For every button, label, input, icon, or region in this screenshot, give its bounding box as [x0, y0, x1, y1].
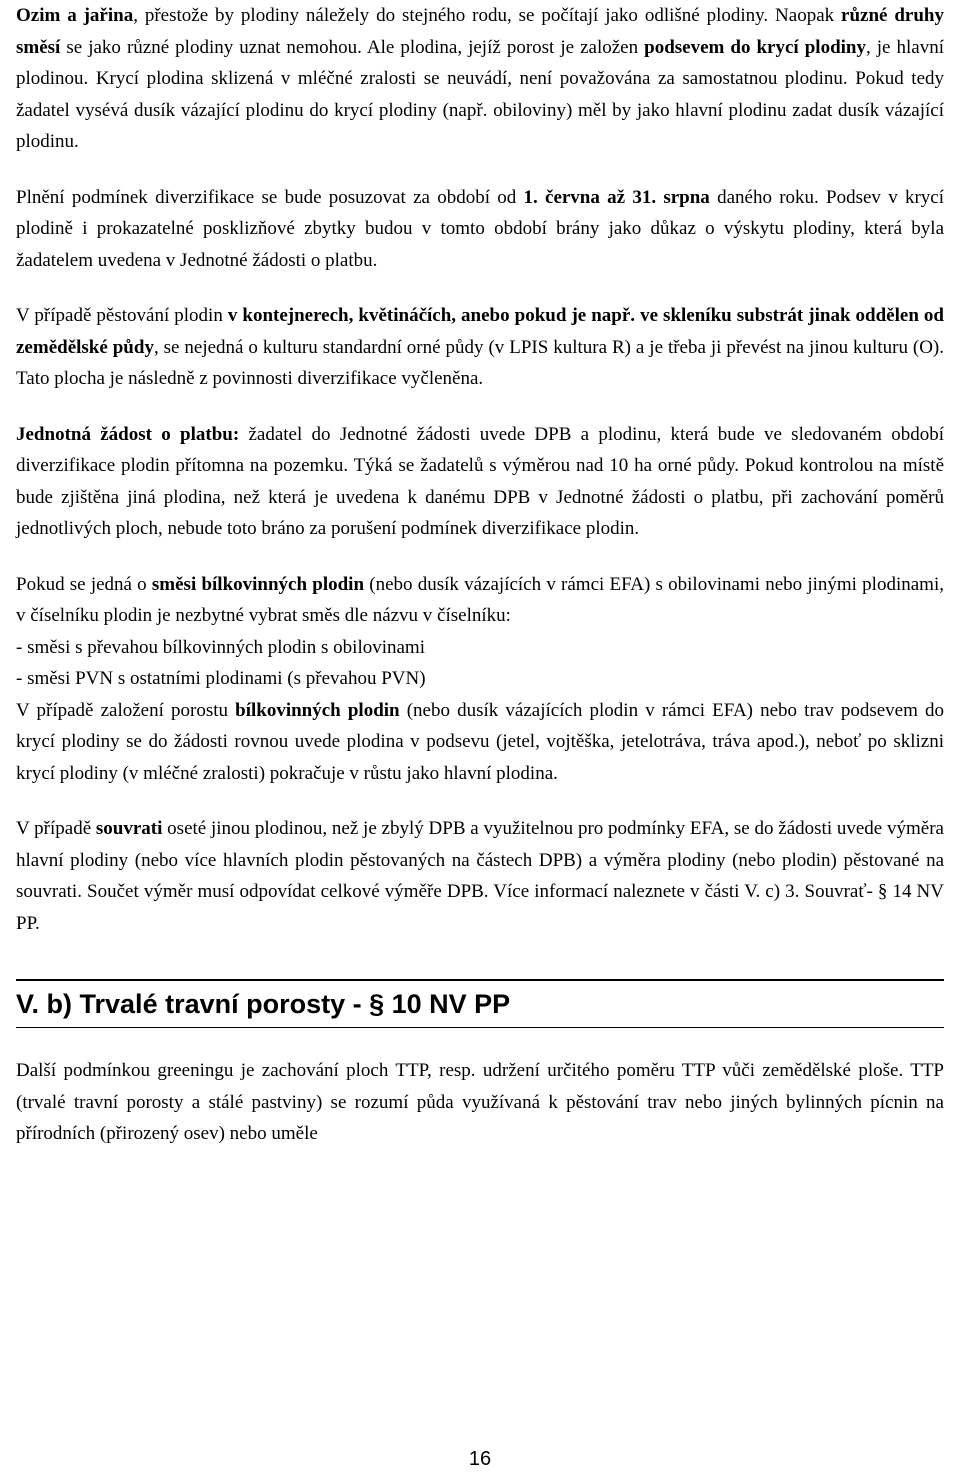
text: (nebo dusík vázajících v rámci EFA) s obilovinami nebo jinými plodinami, v číselníku plodin je nezbytné vybrat směs dle názvu v číselníku: [16, 573, 944, 626]
bold-text: bílkovinných plodin [235, 699, 400, 721]
text: Pokud se jedná o [16, 573, 152, 595]
paragraph-protein-mixtures [16, 569, 944, 790]
bold-text: souvrati [95, 818, 163, 839]
paragraph-permanent-grassland [16, 1055, 944, 1150]
text: oseté jinou plodinou, než je zbylý DPB a využitelnou pro podmínky EFA, se do žádosti uvede výměra hlavní plodiny (nebo více hlavních plodin pěstovaných na částech DPB) a výměra plodiny (nebo plodin) pěstované na souvrati. Součet výměr musí odpovídat celkové výměře DPB. Více informací naleznete v části V. c) 3. Souvrať- § 14 NV PP. [16, 818, 944, 934]
text: daného roku. Podsev v krycí plodině i prokazatelné posklizňové zbytky budou v tomto období brány jako důkaz o výskytu plodiny, která byla žadatelem uvedena v Jednotné žádosti o platbu. [16, 186, 944, 271]
bold-text: 1. června až 31. srpna [523, 186, 710, 208]
text: žadatel do Jednotné žádosti uvede DPB a plodinu, která bude ve sledovaném období diverzifikace plodin přítomna na pozemku. Týká se žadatelů s výměrou nad 10 ha orné půdy. Pokud kontrolou na místě bude zjištěna jiná plodina, než která je uvedena k danému DPB v Jednotné žádosti o platbu, při zachování poměrů jednotlivých ploch, nebude toto bráno za porušení podmínek diverzifikace plodin. [16, 423, 944, 539]
text: , je hlavní plodinou. Krycí plodina sklizená v mléčné zralosti se neuvádí, není považována za samostatnou plodinu. Pokud tedy žadatel vysévá dusík vázající plodinu do krycí plodiny (např. obiloviny) měl by jako hlavní plodinu zadat dusík vázající plodinu. [16, 36, 944, 152]
text: Plnění podmínek diverzifikace se bude posuzovat za období od [16, 186, 524, 208]
text: V případě [16, 818, 96, 839]
paragraph-assessment-period [16, 182, 944, 277]
bold-text: podsevem do krycí plodiny [644, 36, 866, 58]
list-item: - směsi s převahou bílkovinných plodin s obilovinami [16, 636, 425, 658]
text: Další podmínkou greeningu je zachování ploch TTP, resp. udržení určitého poměru TTP vůči zemědělské ploše. TTP (trvalé travní porosty a stálé pastviny) se rozumí půda využívaná k pěstování trav nebo jiných bylinných pícnin na přírodních (přirozený osev) nebo uměle [16, 1060, 944, 1144]
page-number: 16 [468, 1448, 492, 1470]
list-item: - směsi PVN s ostatními plodinami (s převahou PVN) [16, 668, 426, 689]
text: , přestože by plodiny náležely do stejného rodu, se počítají jako odlišné plodiny. Naopak [133, 5, 842, 26]
text: (nebo dusík vázajících plodin v rámci EFA) nebo trav podsevem do krycí plodiny se do žádosti rovnou uvede plodina v podsevu (jetel, vojtěška, jetelotráva, tráva apod.), neboť po sklizni krycí plodiny (v mléčné zralosti) pokračuje v růstu jako hlavní plodina. [16, 699, 944, 784]
bold-text: Ozim a jařina [16, 5, 134, 26]
paragraph-headland [16, 813, 944, 939]
paragraph-containers [16, 300, 944, 395]
bold-text: Jednotná žádost o platbu: [16, 423, 240, 445]
text: V případě založení porostu [16, 699, 236, 721]
paragraph-single-application [16, 419, 944, 545]
bold-text: v kontejnerech, květináčích, anebo pokud je např. ve skleníku substrát jinak oddělen od zemědělské půdy [16, 305, 944, 358]
text: se jako různé plodiny uznat nemohou. Ale plodina, jejíž porost je založen [60, 36, 645, 58]
paragraph-crop-rules [16, 0, 944, 158]
bold-text: směsi bílkovinných plodin [151, 573, 365, 595]
bold-text: různé druhy směsí [16, 5, 945, 58]
text: V případě pěstování plodin [16, 305, 228, 326]
section-heading: V. b) Trvalé travní porosty - § 10 NV PP [16, 989, 511, 1019]
section-heading-box [16, 979, 944, 1028]
text: , se nejedná o kulturu standardní orné půdy (v LPIS kultura R) a je třeba ji převést na jinou kulturu (O). Tato plocha je následně z povinnosti diverzifikace vyčleněna. [16, 336, 945, 389]
